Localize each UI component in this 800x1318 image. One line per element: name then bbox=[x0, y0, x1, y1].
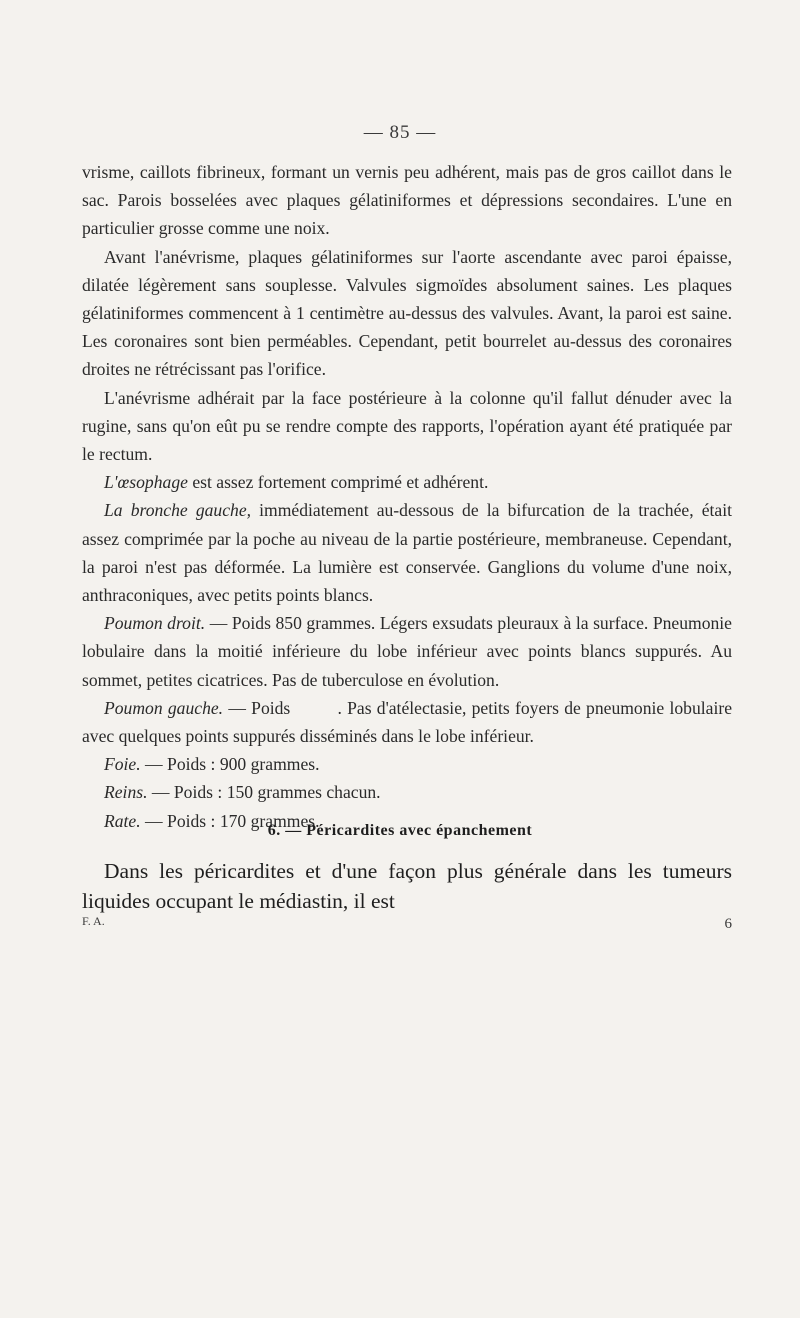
signature-number: 6 bbox=[724, 916, 732, 932]
paragraph-lead: Reins. bbox=[104, 782, 148, 803]
paragraph-lead: L'œsophage bbox=[104, 472, 188, 493]
paragraph-lead: Poumon droit. bbox=[104, 613, 206, 634]
paragraph-lead: Rate. bbox=[104, 810, 141, 831]
paragraph: vrisme, caillots fibrineux, formant un vernis peu adhérent, mais pas de gros caillot dans le sac. Parois bosselées avec plaques gélatiniformes et dépressions secondaires. L'une en particulier grosse comme une noix. bbox=[82, 162, 732, 239]
paragraph: La bronche gauche, immédiatement au-dessous de la bifurcation de la trachée, était assez comprimée par la poche au niveau de la partie postérieure, membraneuse. Cependant, la paroi n'est pas déformée. La lumière est conservée. Ganglions du volume d'une noix, anthraconiques, avec petits points blancs. bbox=[82, 500, 732, 606]
section-text bbox=[82, 856, 732, 916]
paragraph: Foie. — Poids : 900 grammes. bbox=[104, 754, 320, 775]
paragraph-lead: Poumon gauche. bbox=[104, 697, 224, 718]
paragraph-lead: La bronche gauche, bbox=[104, 500, 252, 521]
page-number: — 85 — bbox=[363, 122, 437, 143]
paragraph-lead: Foie. bbox=[104, 754, 141, 775]
paragraph: L'œsophage est assez fortement comprimé et adhérent. bbox=[104, 472, 489, 493]
paragraph: L'anévrisme adhérait par la face postérieure à la colonne qu'il fallut dénuder avec la rugine, sans qu'on eût pu se rendre compte des rapports, l'opération ayant été pratiquée par le rectum. bbox=[82, 387, 732, 465]
section-heading: 6. — Péricardites avec épanchement bbox=[267, 822, 533, 839]
paragraph: Poumon gauche. — Poids . Pas d'atélectasie, petits foyers de pneumonie lobulaire avec quelques points suppurés disséminés dans le lobe inférieur. bbox=[82, 697, 737, 747]
paragraph: Avant l'anévrisme, plaques gélatiniformes sur l'aorte ascendante avec paroi épaisse, dilatée légèrement sans souplesse. Valvules sigmoïdes absolument saines. Les plaques gélatiniformes commencent à 1 centimètre au-dessus des valvules. Avant, la paroi est saine. Les coronaires sont bien perméables. Cependant, petit bourrelet au-dessus des coronaires droites ne rétrécissant pas l'orifice. bbox=[82, 246, 732, 380]
paragraph: Rate. — Poids : 170 grammes. bbox=[104, 810, 320, 831]
paragraph: Poumon droit. — Poids 850 grammes. Légers exsudats pleuraux à la surface. Pneumonie lobulaire dans la moitié inférieure du lobe inférieur avec points blancs suppurés. Au sommet, petites cicatrices. Pas de tuberculose en évolution. bbox=[82, 613, 732, 690]
page-footer bbox=[82, 914, 732, 933]
paragraph: Reins. — Poids : 150 grammes chacun. bbox=[104, 782, 381, 803]
signature-mark: F. A. bbox=[82, 914, 105, 928]
paragraph: Dans les péricardites et d'une façon plus générale dans les tumeurs liquides occupant le médiastin, il est bbox=[82, 859, 732, 913]
body-text bbox=[82, 158, 737, 835]
